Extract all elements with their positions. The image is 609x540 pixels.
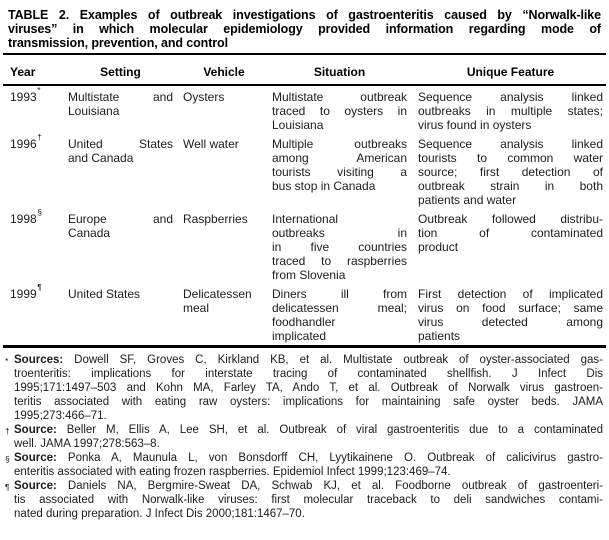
cell-line: Oysters [183,90,225,104]
cell-line: virus detected among [418,315,603,329]
cell-line: patients and water [418,193,517,207]
cell-line: Canada [68,226,111,240]
table-cell-unique-feature [418,137,603,207]
table-cell-setting [68,287,173,343]
table-row [10,206,609,282]
cell-line: in five countries [272,240,407,254]
year-value: 1999¶ [10,281,42,301]
footnote-line: 1995;171:1497–503 and Kohn MA, Farley TA, Ando T, et al. Outbreak of Norwalk virus gastroen- [14,382,603,394]
footnote-line: 1995;273:466–71. [14,410,107,422]
footnote-marker: * [5,356,9,366]
cell-line: implicated [272,329,327,343]
cell-line: outbreak strain in both [418,179,603,193]
footnote-line: well. JAMA 1997;278:563–8. [14,438,160,450]
footnote-line: troenteritis: implications for interstate tracing of contaminated shellfish. J Infect Dis [14,368,603,380]
cell-line: Delicatessen [183,287,252,301]
cell-line: outbreaks in multiple states; [418,104,603,118]
footnote-marker: † [37,131,42,142]
year-value: 1998§ [10,206,42,226]
column-header-unique-feature: Unique Feature [466,65,555,79]
footnote-text [14,479,603,521]
table-cell-vehicle [183,212,265,282]
footnote-marker: * [37,84,41,95]
cell-line: United States [68,137,173,151]
table-cell-situation [272,90,407,132]
footnote-line: tis associated with Norwalk-like viruses: first molecular traceback to deli sandwiches contami- [14,494,603,506]
table-cell-unique-feature [418,212,603,282]
cell-line: International [272,212,339,226]
table-header-row [0,65,609,79]
footnote-label: Source: [14,480,57,492]
cell-line: tion of contaminated [418,226,603,240]
cell-line: bus stop in Canada [272,179,376,193]
footnote [5,479,603,521]
table-cell-setting [68,90,173,132]
cell-line: virus on food surface; same [418,301,603,315]
table-cell-year [10,84,68,132]
footnote-line: enteritis associated with eating frozen raspberries. Epidemiol Infect 1999;123:469–74. [14,466,451,478]
cell-line: delicatessen meal; [272,301,407,315]
cell-line: Multiple outbreaks [272,137,407,151]
cell-line: Diners ill from [272,287,407,301]
cell-line: Louisiana [272,118,324,132]
cell-line: Raspberries [183,212,248,226]
column-header-setting: Setting [100,65,141,79]
table-cell-unique-feature [418,287,603,343]
cell-line: foodhandler [272,315,336,329]
footnote-text [14,423,603,451]
cell-line: tourists visiting a [272,165,407,179]
table-cell-setting [68,137,173,207]
footnote-line: Source: Ponka A, Maunula L, von Bonsdorff CH, Lyytikainene O. Outbreak of calicivirus gastro- [14,452,603,464]
cell-line: meal [183,301,210,315]
cell-line: Multistate outbreak [272,90,407,104]
title-line-3: transmission, prevention, and control [8,36,228,50]
footnote-marker: § [5,454,10,464]
cell-line: from Slovenia [272,268,346,282]
cell-line: traced to oysters in [272,104,407,118]
table-cell-year [10,131,68,207]
table-row [10,84,609,132]
cell-line: Outbreak followed distribu- [418,212,603,226]
cell-line: First detection of implicated [418,287,603,301]
table-cell-situation [272,212,407,282]
footnote [5,451,603,479]
cell-line: product [418,240,459,254]
table-cell-situation [272,137,407,207]
table-cell-situation [272,287,407,343]
table-cell-setting [68,212,173,282]
cell-line: source; first detection of [418,165,603,179]
table-cell-year [10,281,68,343]
cell-line: Europe and [68,212,173,226]
table-body [0,86,609,343]
footnote-marker: § [37,206,42,217]
footnote-line: Source: Daniels NA, Bergmire-Sweat DA, Schwab KJ, et al. Foodborne outbreak of gastroenteri- [14,480,603,492]
cell-line: United States [68,287,141,301]
footnote-label: Source: [14,452,57,464]
title-line-1: TABLE 2. Examples of outbreak investigations of gastroenteritis caused by “Norwalk-like [8,8,601,22]
column-header-situation: Situation [313,65,366,79]
column-header-year: Year [10,65,36,79]
table-cell-vehicle [183,287,265,343]
cell-line: patients [418,329,461,343]
cell-line: traced to raspberries [272,254,407,268]
title-line-2: viruses” in which molecular epidemiology provided information regarding mode of [8,22,601,36]
cell-line: Multistate and [68,90,173,104]
footnote-text [14,353,603,423]
table-cell-unique-feature [418,90,603,132]
footnotes [0,348,609,521]
footnote-label: Source: [14,424,57,436]
cell-line: Louisiana [68,104,120,118]
cell-line: Well water [183,137,239,151]
footnote-marker: ¶ [37,281,42,292]
cell-line: tourists to common water [418,151,603,165]
footnote-line: Sources: Dowell SF, Groves C, Kirkland KB, et al. Multistate outbreak of oyster-associated gas- [14,354,603,366]
column-header-vehicle: Vehicle [203,65,245,79]
footnote-line: teritis associated with eating raw oysters: implications for maintaining safe oyster beds. JAMA [14,396,603,408]
footnote [5,353,603,423]
footnote-label: Sources: [14,354,64,366]
cell-line: virus found in oysters [418,118,532,132]
footnote-marker: † [5,426,10,436]
cell-line: outbreaks in [272,226,407,240]
footnote-line: nated during preparation. J Infect Dis 2000;181:1467–70. [14,508,305,520]
footnote [5,423,603,451]
cell-line: and Canada [68,151,134,165]
table-row [10,281,609,343]
cell-line: Sequence analysis linked [418,90,603,104]
table-title [0,0,609,50]
year-value: 1993* [10,84,41,104]
cell-line: among American [272,151,407,165]
table-cell-vehicle [183,137,265,207]
divider-under-title [3,53,606,55]
footnote-line: Source: Beller M, Ellis A, Lee SH, et al. Outbreak of viral gastroenteritis due to a contaminated [14,424,603,436]
table-cell-vehicle [183,90,265,132]
year-value: 1996† [10,131,42,151]
footnote-marker: ¶ [5,482,10,492]
table-row [10,131,609,207]
table-cell-year [10,206,68,282]
cell-line: Sequence analysis linked [418,137,603,151]
footnote-text [14,451,603,479]
